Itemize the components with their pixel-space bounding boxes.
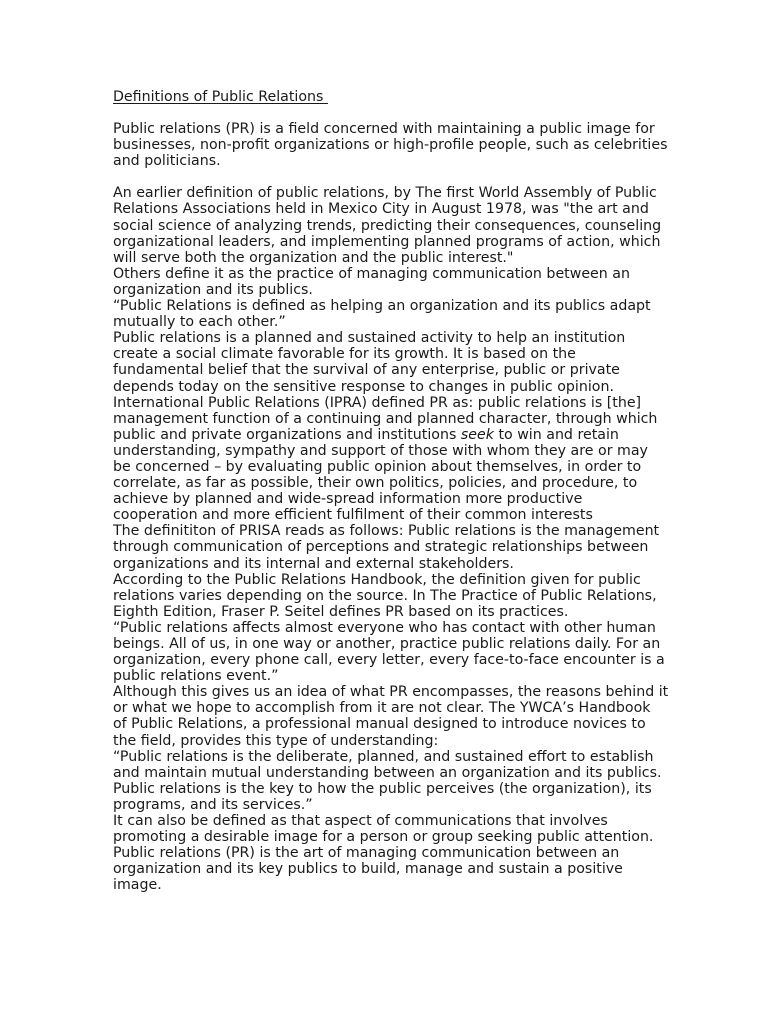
text-line: Public relations (PR) is a field concerned with maintaining a public image for xyxy=(113,121,655,138)
text-line: Although this gives us an idea of what PR encompasses, the reasons behind it xyxy=(113,684,669,701)
text-line: social science of analyzing trends, predicting their consequences, counseling xyxy=(113,217,662,234)
paragraph-handbook xyxy=(113,572,728,620)
text-line: of Public Relations, a professional manual designed to introduce novices to xyxy=(113,716,646,733)
text-line: Eighth Edition, Fraser P. Seitel defines PR based on its practices. xyxy=(113,603,569,620)
text-line: According to the Public Relations Handbook, the definition given for public xyxy=(113,571,641,588)
text-line: be concerned – by evaluating public opinion about themselves, in order to xyxy=(113,458,642,475)
text-line: organization and its key publics to build, manage and sustain a positive xyxy=(113,861,623,878)
paragraph-quote-adapt xyxy=(113,298,728,330)
text-line: and politicians. xyxy=(113,153,221,170)
text-line: Public relations (PR) is the art of managing communication between an xyxy=(113,845,620,862)
paragraph-world-assembly xyxy=(113,185,728,265)
text-line: create a social climate favorable for its growth. It is based on the xyxy=(113,346,576,363)
paragraph-ywca xyxy=(113,684,728,748)
text-line: The definititon of PRISA reads as follows: Public relations is the management xyxy=(113,523,660,540)
spacer xyxy=(113,169,728,185)
text-line xyxy=(113,427,728,443)
spacer xyxy=(113,105,728,121)
paragraph-prisa xyxy=(113,523,728,571)
text-line: cooperation and more efficient fulfilment of their common interests xyxy=(113,507,593,524)
text-line: organizations and its internal and external stakeholders. xyxy=(113,555,514,572)
paragraph-aspect xyxy=(113,813,728,845)
text-line: relations varies depending on the source. In The Practice of Public Relations, xyxy=(113,587,657,604)
text-line: image. xyxy=(113,877,162,894)
text-line: Others define it as the practice of managing communication between an xyxy=(113,265,630,282)
paragraph-ipra xyxy=(113,395,728,524)
text-line: or what we hope to accomplish from it are not clear. The YWCA’s Handbook xyxy=(113,700,651,717)
text-line: It can also be defined as that aspect of communications that involves xyxy=(113,813,608,830)
text-line: achieve by planned and wide-spread information more productive xyxy=(113,491,583,508)
text-line: Relations Associations held in Mexico City in August 1978, was "the art and xyxy=(113,201,649,218)
text-line: “Public relations affects almost everyone who has contact with other human xyxy=(113,619,656,636)
text-line: programs, and its services.” xyxy=(113,796,313,813)
paragraph-intro xyxy=(113,121,728,169)
text-line: correlate, as far as possible, their own politics, policies, and procedure, to xyxy=(113,475,638,492)
text-line: “Public Relations is defined as helping an organization and its publics adapt xyxy=(113,298,651,315)
text-line: the field, provides this type of understanding: xyxy=(113,732,439,749)
text-line: “Public relations is the deliberate, planned, and sustained effort to establish xyxy=(113,748,654,765)
text-line: organization, every phone call, every letter, every face-to-face encounter is a xyxy=(113,652,665,669)
text-run: to win and retain xyxy=(493,426,619,443)
paragraph-quote-deliberate xyxy=(113,749,728,813)
text-line: promoting a desirable image for a person or group seeking public attention. xyxy=(113,829,654,846)
text-line: will serve both the organization and the public interest." xyxy=(113,249,514,266)
text-line: and maintain mutual understanding between an organization and its publics. xyxy=(113,764,662,781)
paragraph-quote-affects xyxy=(113,620,728,684)
text-line: through communication of perceptions and strategic relationships between xyxy=(113,539,649,556)
paragraph-art xyxy=(113,845,728,893)
text-line: International Public Relations (IPRA) defined PR as: public relations is [the] xyxy=(113,394,642,411)
text-line: businesses, non-profit organizations or high-profile people, such as celebrities xyxy=(113,137,668,154)
text-line: An earlier definition of public relations, by The first World Assembly of Public xyxy=(113,185,657,202)
emphasis-text: seek xyxy=(460,426,494,443)
text-line: mutually to each other.” xyxy=(113,314,286,331)
text-line: fundamental belief that the survival of any enterprise, public or private xyxy=(113,362,620,379)
text-line: depends today on the sensitive response to changes in public opinion. xyxy=(113,378,614,395)
text-line: Public relations is the key to how the public perceives (the organization), its xyxy=(113,780,652,797)
text-line: Public relations is a planned and sustained activity to help an institution xyxy=(113,330,626,347)
text-line: organizational leaders, and implementing planned programs of action, which xyxy=(113,233,661,250)
paragraph-planned-activity xyxy=(113,330,728,394)
paragraph-others-define xyxy=(113,266,728,298)
text-run: public and private organizations and institutions xyxy=(113,426,461,443)
text-line: management function of a continuing and planned character, through which xyxy=(113,410,658,427)
text-line: organization and its publics. xyxy=(113,281,313,298)
text-line: beings. All of us, in one way or another, practice public relations daily. For an xyxy=(113,636,661,652)
text-line: public relations event.” xyxy=(113,668,279,685)
document-title: Definitions of Public Relations xyxy=(113,89,328,105)
text-line: understanding, sympathy and support of those with whom they are or may xyxy=(113,442,648,459)
